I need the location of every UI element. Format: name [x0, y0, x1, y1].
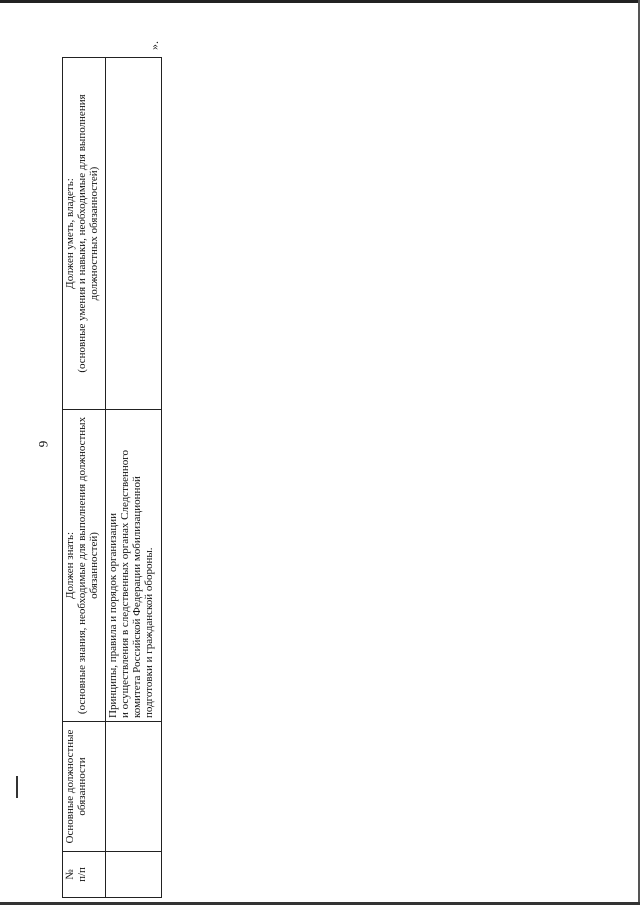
header-must-know — [63, 410, 106, 722]
closing-quote-mark: ». — [147, 41, 161, 50]
duties-table — [62, 57, 162, 898]
row-duties-cell — [105, 722, 161, 852]
margin-mark — [16, 776, 18, 798]
page-top-border — [0, 0, 640, 3]
page-number: 9 — [35, 440, 51, 448]
table-row — [105, 58, 161, 898]
row-number-cell — [105, 852, 161, 898]
header-duties-label: Основные должностные обязанности — [64, 729, 88, 844]
row-know-cell — [105, 410, 161, 722]
header-number — [63, 852, 106, 898]
header-must-be-able-title: Должен уметь, владеть: — [64, 178, 76, 289]
row-skills-cell — [105, 58, 161, 410]
header-number-label: № п/п — [64, 867, 88, 882]
header-must-be-able-subtitle: (основные умения и навыки, необходимые для выполнения должностных обязанностей) — [76, 94, 100, 373]
table-header-row — [63, 58, 106, 898]
row-know-text: Принципы, правила и порядок организации и осуществления в следственных органах Следственного комитета Российской Федерации мобилизационной подготовки и гражданской обороны. — [106, 449, 155, 718]
header-duties — [63, 722, 106, 852]
rotated-page-content — [62, 58, 162, 898]
header-must-know-title: Должен знать: — [64, 531, 76, 600]
header-must-know-subtitle: (основные знания, необходимые для выполнения должностных обязанностей) — [76, 416, 100, 715]
header-must-be-able — [63, 58, 106, 410]
